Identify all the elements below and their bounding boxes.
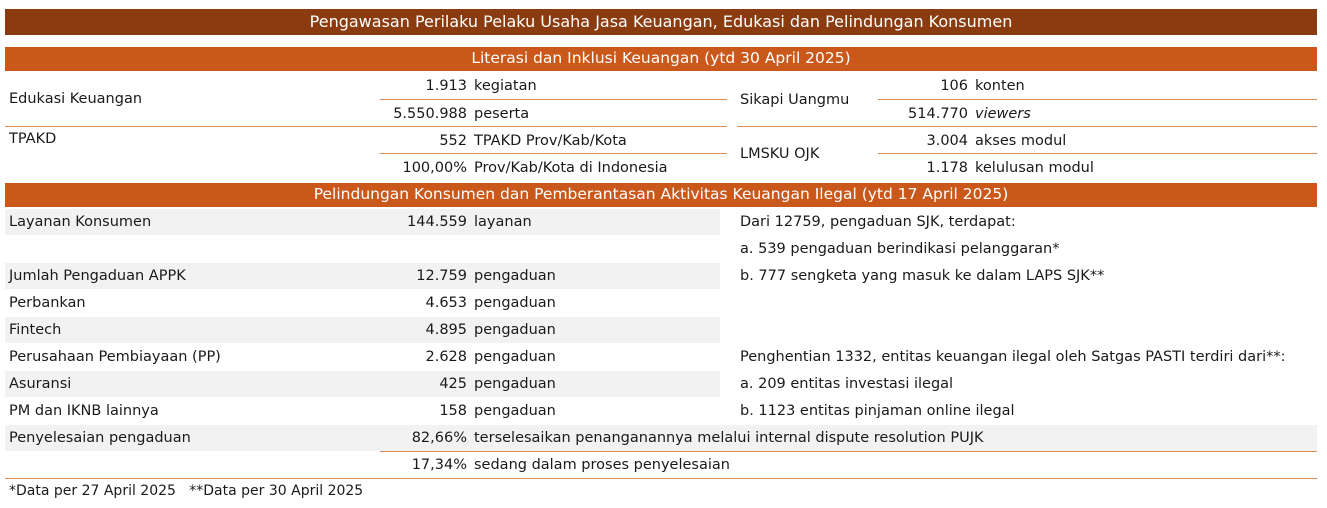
row-unit-fintech: pengaduan <box>474 322 556 338</box>
sikapi-label: Sikapi Uangmu <box>740 92 850 108</box>
row-shade <box>5 317 720 343</box>
penyelesaian-text-2: sedang dalam proses penyelesaian <box>474 457 730 473</box>
rule <box>5 478 1317 479</box>
lmsku-label: LMSKU OJK <box>740 146 820 162</box>
row-value-perbankan: 4.653 <box>425 295 467 311</box>
row-value-fintech: 4.895 <box>425 322 467 338</box>
rule <box>878 153 1317 154</box>
row-unit-pm-iknb: pengaduan <box>474 403 556 419</box>
literasi-header: Literasi dan Inklusi Keuangan (ytd 30 April 2025) <box>471 49 851 67</box>
sjk-item-b: b. 777 sengketa yang masuk ke dalam LAPS SJK** <box>740 268 1105 284</box>
rule <box>737 126 1317 127</box>
row-value-appk: 12.759 <box>416 268 467 284</box>
pasti-intro: Penghentian 1332, entitas keuangan ilegal oleh Satgas PASTI terdiri dari**: <box>740 349 1286 365</box>
tpakd-value-1: 552 <box>439 133 467 149</box>
pasti-item-b: b. 1123 entitas pinjaman online ilegal <box>740 403 1015 419</box>
pasti-item-a: a. 209 entitas investasi ilegal <box>740 376 954 392</box>
penyelesaian-label: Penyelesaian pengaduan <box>9 430 191 446</box>
title-bar <box>5 9 1317 35</box>
edukasi-unit-2: peserta <box>474 106 530 122</box>
tpakd-unit-2: Prov/Kab/Kota di Indonesia <box>474 160 668 176</box>
penyelesaian-value-1: 82,66% <box>411 430 467 446</box>
row-label-appk: Jumlah Pengaduan APPK <box>9 268 186 284</box>
lmsku-unit-2: kelulusan modul <box>975 160 1094 176</box>
lmsku-value-2: 1.178 <box>926 160 968 176</box>
edukasi-unit-1: kegiatan <box>474 78 537 94</box>
row-label-perbankan: Perbankan <box>9 295 86 311</box>
rule <box>878 99 1317 100</box>
sikapi-value-1: 106 <box>940 78 968 94</box>
row-value-layanan: 144.559 <box>407 214 467 230</box>
tpakd-label: TPAKD <box>9 131 57 147</box>
row-unit-asuransi: pengaduan <box>474 376 556 392</box>
edukasi-label: Edukasi Keuangan <box>9 91 143 107</box>
sjk-item-a: a. 539 pengaduan berindikasi pelanggaran* <box>740 241 1060 257</box>
sjk-intro: Dari 12759, pengaduan SJK, terdapat: <box>740 214 1016 230</box>
tpakd-unit-1: TPAKD Prov/Kab/Kota <box>474 133 627 149</box>
lmsku-value-1: 3.004 <box>926 133 968 149</box>
row-label-pp: Perusahaan Pembiayaan (PP) <box>9 349 221 365</box>
row-value-asuransi: 425 <box>439 376 467 392</box>
row-label-layanan: Layanan Konsumen <box>9 214 152 230</box>
row-label-pm-iknb: PM dan IKNB lainnya <box>9 403 159 419</box>
row-unit-appk: pengaduan <box>474 268 556 284</box>
pelindungan-header: Pelindungan Konsumen dan Pemberantasan Aktivitas Keuangan Ilegal (ytd 17 April 2025) <box>313 185 1009 203</box>
lmsku-unit-1: akses modul <box>975 133 1067 149</box>
rule <box>380 451 1317 452</box>
row-value-pp: 2.628 <box>425 349 467 365</box>
row-unit-pp: pengaduan <box>474 349 556 365</box>
footnote: *Data per 27 April 2025 **Data per 30 April 2025 <box>9 483 364 499</box>
row-unit-layanan: layanan <box>474 214 532 230</box>
row-unit-perbankan: pengaduan <box>474 295 556 311</box>
rule <box>5 126 727 127</box>
row-shade <box>5 371 720 397</box>
penyelesaian-value-2: 17,34% <box>411 457 467 473</box>
page-title: Pengawasan Perilaku Pelaku Usaha Jasa Keuangan, Edukasi dan Pelindungan Konsumen <box>309 12 1013 31</box>
row-label-fintech: Fintech <box>9 322 62 338</box>
literasi-header-bar <box>5 47 1317 71</box>
tpakd-value-2: 100,00% <box>402 160 467 176</box>
sikapi-unit-1: konten <box>975 78 1025 94</box>
row-value-pm-iknb: 158 <box>439 403 467 419</box>
rule <box>380 153 727 154</box>
sikapi-unit-2: viewers <box>975 106 1031 122</box>
edukasi-value-1: 1.913 <box>425 78 467 94</box>
row-label-asuransi: Asuransi <box>9 376 72 392</box>
edukasi-value-2: 5.550.988 <box>393 106 467 122</box>
rule <box>380 99 727 100</box>
sikapi-value-2: 514.770 <box>908 106 968 122</box>
penyelesaian-text-1: terselesaikan penanganannya melalui internal dispute resolution PUJK <box>474 430 984 446</box>
pelindungan-header-bar <box>5 183 1317 207</box>
